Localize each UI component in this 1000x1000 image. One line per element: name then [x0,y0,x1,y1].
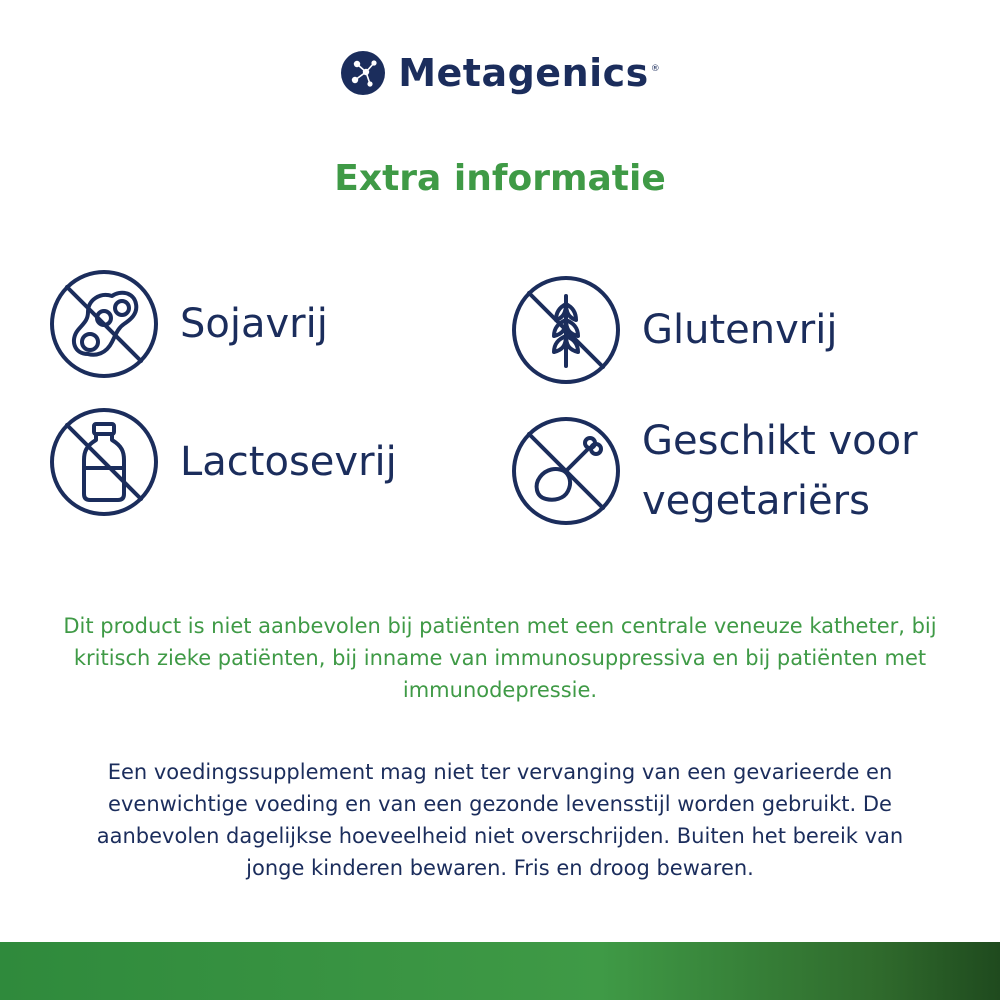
no-lactose-icon [48,406,160,518]
footer-band [0,942,1000,1000]
metagenics-logo-icon [340,50,386,96]
feature-label: Sojavrij [180,301,328,347]
feature-label: Lactosevrij [180,439,397,485]
section-heading: Extra informatie [334,158,666,199]
feature-gluten-free [510,274,837,386]
brand-logo [0,50,1000,96]
no-soy-icon [48,268,160,380]
no-meat-icon [510,415,622,527]
brand-name: Metagenics [398,51,649,95]
feature-soy-free [48,268,328,380]
feature-label: Glutenvrij [642,307,838,353]
warning-text: Dit product is niet aanbevolen bij patiënten met een centrale veneuze katheter, bij kritisch zieke patiënten, bij inname van immunosuppressiva en bij patiënten met immunodepressie. [63,614,937,702]
feature-label: Geschikt voor vegetariërs [642,418,918,524]
registered-mark: ® [650,64,660,74]
disclaimer-text: Een voedingssupplement mag niet ter vervanging van een gevarieerde en evenwichtige voeding en van een gezonde levensstijl worden gebruikt. De aanbevolen dagelijkse hoeveelheid niet overschrijden. Buiten het bereik van jonge kinderen bewaren. Fris en droog bewaren. [96,760,904,880]
no-gluten-icon [510,274,622,386]
feature-vegetarian [510,411,942,531]
feature-lactose-free [48,406,397,518]
